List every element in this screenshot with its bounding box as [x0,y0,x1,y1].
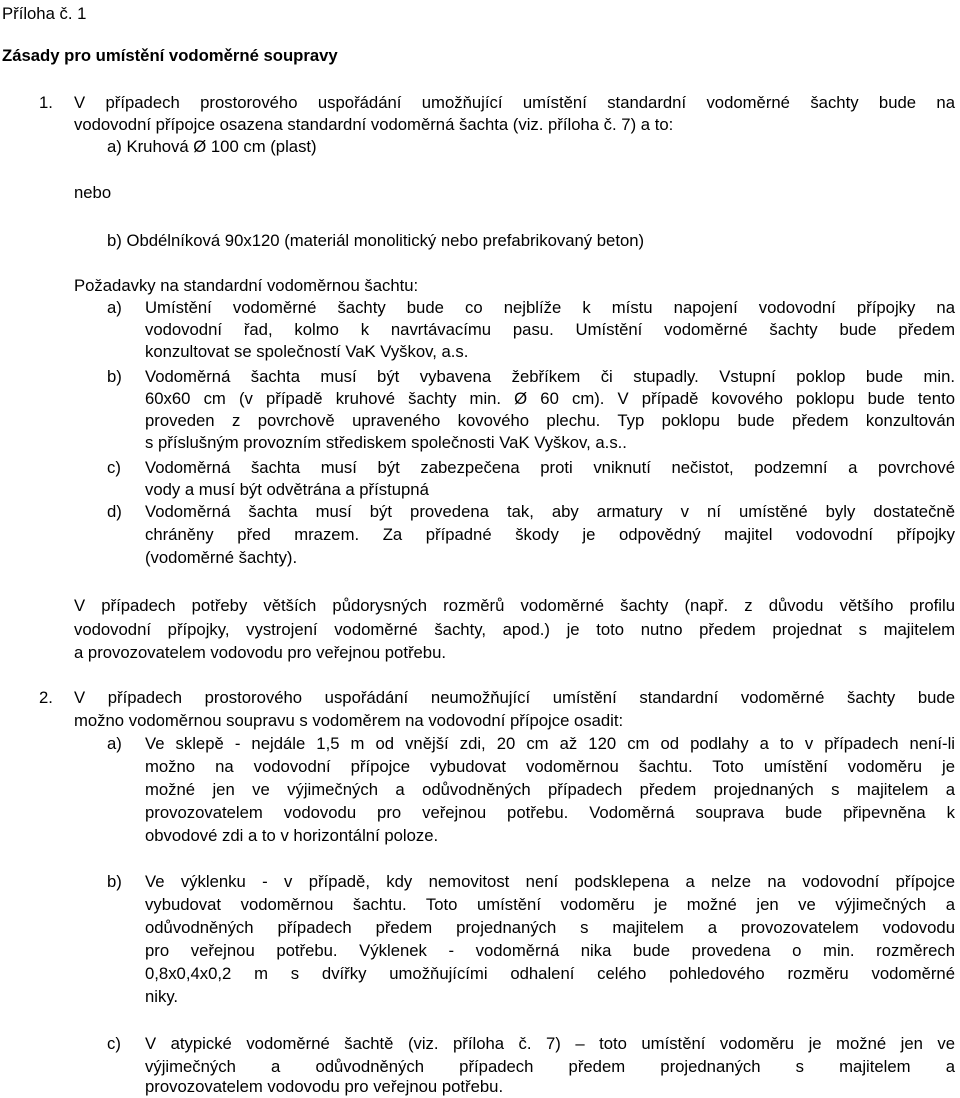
cellar-line: Ve sklepě - nejdále 1,5 m od vnější zdi, 20 cm až 120 cm od podlahy a to v případech není-li [145,734,955,753]
niche-line: Ve výklenku - v případě, kdy nemovitost není podsklepena a nelze na vodovodní přípojce [145,872,955,891]
req-d-line: Vodoměrná šachta musí být provedena tak, aby armatury v ní umístěné byly dostatečně [145,502,955,521]
niche-line: niky. [145,987,179,1006]
section-2-intro-line-2: možno vodoměrnou soupravu s vodoměrem na vodovodní přípojce osadit: [74,711,624,730]
req-d-marker: d) [107,502,122,521]
section-1-number: 1. [39,93,53,112]
section-1-intro-line-2: vodovodní přípojce osazena standardní vodoměrná šachta (viz. příloha č. 7) a to: [74,115,674,134]
section-1-intro-line-1: V případech prostorového uspořádání umožňující umístění standardní vodoměrné šachty bude na [74,93,955,112]
req-a-line: konzultovat se společností VaK Vyškov, a.s. [145,342,469,361]
option-a-round: a) Kruhová Ø 100 cm (plast) [107,137,317,156]
req-d-line: chráněny před mrazem. Za případné škody je odpovědný majitel vodovodní přípojky [145,525,955,544]
req-c-line: vody a musí být odvětrána a přístupná [145,480,429,499]
or-label: nebo [74,183,112,202]
req-c-line: Vodoměrná šachta musí být zabezpečena proti vniknutí nečistot, podzemní a povrchové [145,458,955,477]
larger-dimensions-line: vodovodní přípojky, vystrojení vodoměrné šachty, apod.) je toto nutno předem projednat s majitelem [74,620,955,639]
req-d-line: (vodoměrné šachty). [145,548,298,567]
atypical-line: výjimečných a odůvodněných případech předem projednaných s majitelem a [145,1057,955,1076]
niche-line: odůvodněných případech předem projednaných s majitelem a provozovatelem vodovodu [145,918,955,937]
req-a-line: vodovodní řad, kolmo k navrtávacímu pasu. Umístění vodoměrné šachty bude předem [145,320,955,339]
atypical-marker: c) [107,1034,121,1053]
larger-dimensions-line: a provozovatelem vodovodu pro veřejnou potřebu. [74,643,446,662]
section-2-number: 2. [39,688,53,707]
cellar-marker: a) [107,734,122,753]
req-a-marker: a) [107,298,122,317]
section-2-intro-line-1: V případech prostorového uspořádání neumožňující umístění standardní vodoměrné šachty bude [74,688,955,707]
niche-line: vybudovat vodoměrnou šachtu. Toto umístění vodoměru je možné jen ve výjimečných a [145,895,955,914]
option-b-rectangular: b) Obdélníková 90x120 (materiál monolitický nebo prefabrikovaný beton) [107,231,645,250]
cellar-line: možné jen ve výjimečných a odůvodněných případech předem projednaných s majitelem a [145,780,955,799]
atypical-line: provozovatelem vodovodu pro veřejnou potřebu. [145,1077,504,1096]
page-title: Zásady pro umístění vodoměrné soupravy [2,46,338,65]
req-b-line: s příslušným provozním střediskem společnosti VaK Vyškov, a.s.. [145,433,627,452]
cellar-line: obvodové zdi a to v horizontální poloze. [145,826,439,845]
cellar-line: možno na vodovodní přípojce vybudovat vodoměrnou šachtu. Toto umístění vodoměru je [145,757,955,776]
req-a-line: Umístění vodoměrné šachty bude co nejblíže k místu napojení vodovodní přípojky na [145,298,955,317]
niche-line: 0,8x0,4x0,2 m s dvířky umožňujícími odhalení celého pohledového rozměru vodoměrné [145,964,955,983]
niche-line: pro veřejnou potřebu. Výklenek - vodoměrná nika bude provedena o min. rozměrech [145,941,955,960]
req-c-marker: c) [107,458,121,477]
req-b-marker: b) [107,367,122,386]
req-b-line: proveden z povrchově upraveného kovového plechu. Typ poklopu bude předem konzultován [145,411,955,430]
attachment-label: Příloha č. 1 [2,4,87,23]
atypical-line: V atypické vodoměrné šachtě (viz. příloha č. 7) – toto umístění vodoměru je možné jen ve [145,1034,955,1053]
req-b-line: 60x60 cm (v případě kruhové šachty min. Ø 60 cm). V případě kovového poklopu bude tento [145,389,955,408]
requirements-heading: Požadavky na standardní vodoměrnou šachtu: [74,276,419,295]
cellar-line: provozovatelem vodovodu pro veřejnou potřebu. Vodoměrná souprava bude připevněna k [145,803,955,822]
larger-dimensions-line: V případech potřeby větších půdorysných rozměrů vodoměrné šachty (např. z důvodu většího profilu [74,596,955,615]
req-b-line: Vodoměrná šachta musí být vybavena žebříkem či stupadly. Vstupní poklop bude min. [145,367,955,386]
niche-marker: b) [107,872,122,891]
